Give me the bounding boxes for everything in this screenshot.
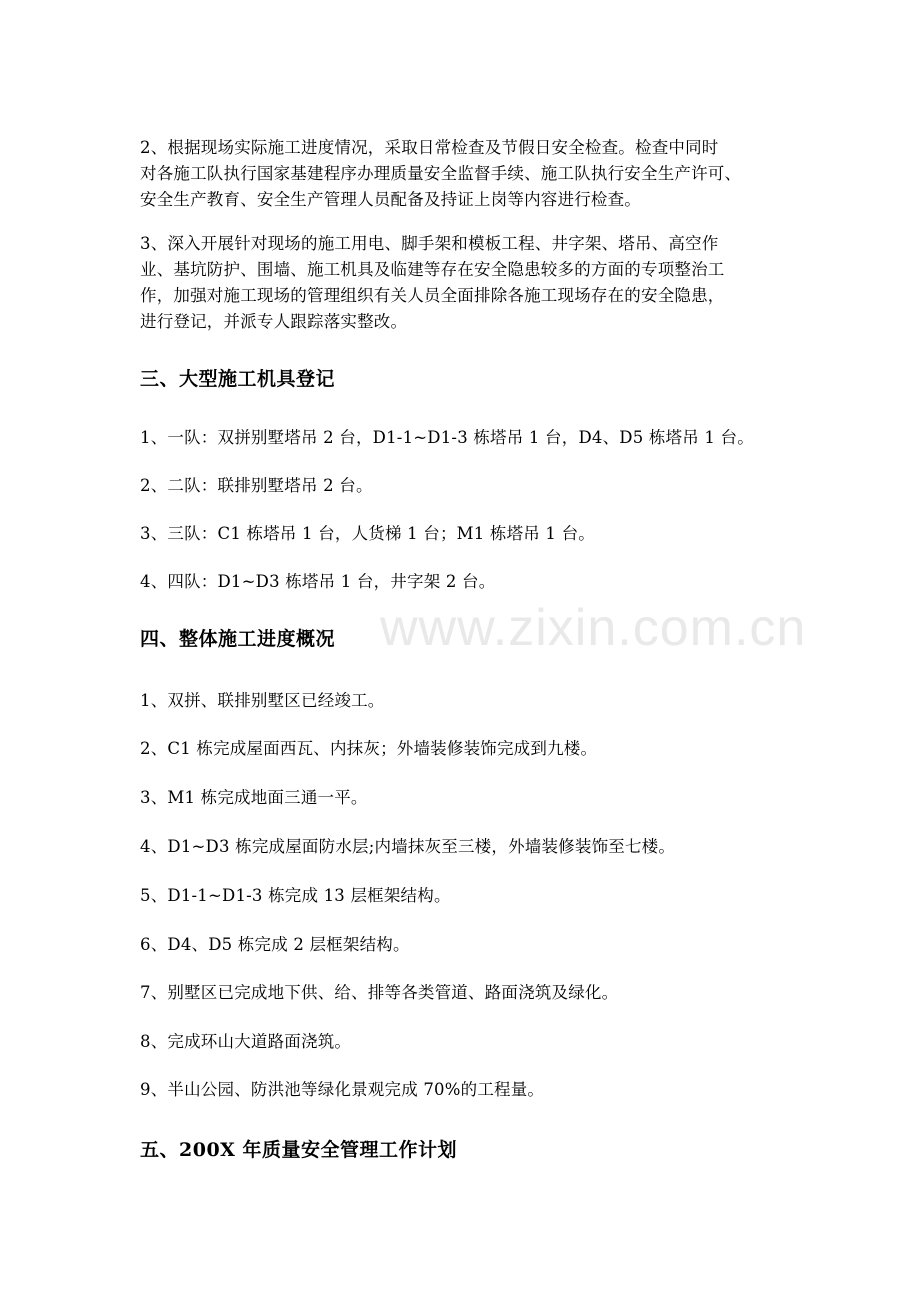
paragraph-line: 安全生产教育、安全生产管理人员配备及持证上岗等内容进行检查。 (140, 190, 641, 209)
section-heading-machinery: 三、大型施工机具登记 (140, 368, 336, 390)
list-item: 4、四队：D1~D3 栋塔吊 1 台，井字架 2 台。 (140, 572, 496, 591)
paragraph-line: 作，加强对施工现场的管理组织有关人员全面排除各施工现场存在的安全隐患， (140, 286, 725, 305)
section-heading-progress: 四、整体施工进度概况 (140, 628, 336, 650)
list-item: 7、别墅区已完成地下供、给、排等各类管道、路面浇筑及绿化。 (140, 983, 619, 1002)
list-item: 2、二队：联排别墅塔吊 2 台。 (140, 476, 373, 495)
paragraph-line: 3、深入开展针对现场的施工用电、脚手架和模板工程、井字架、塔吊、高空作 (140, 234, 719, 253)
paragraph-special-rectification (140, 231, 800, 335)
watermark: www.zixin.com.cn (380, 599, 807, 657)
list-item: 4、D1~D3 栋完成屋面防水层;内墙抹灰至三楼，外墙装修装饰至七楼。 (140, 837, 676, 856)
list-item: 5、D1-1~D1-3 栋完成 13 层框架结构。 (140, 886, 451, 905)
paragraph-line: 进行登记，并派专人跟踪落实整改。 (140, 312, 408, 331)
paragraph-line: 业、基坑防护、围墙、施工机具及临建等存在安全隐患较多的方面的专项整治工 (140, 260, 725, 279)
paragraph-line: 对各施工队执行国家基建程序办理质量安全监督手续、施工队执行安全生产许可、 (140, 164, 742, 183)
list-item: 6、D4、D5 栋完成 2 层框架结构。 (140, 935, 410, 954)
list-item: 1、双拼、联排别墅区已经竣工。 (140, 691, 385, 710)
list-item: 3、M1 栋完成地面三通一平。 (140, 788, 368, 807)
paragraph-line: 2、根据现场实际施工进度情况，采取日常检查及节假日安全检查。检查中同时 (140, 138, 719, 157)
paragraph-inspection (140, 135, 800, 213)
list-item: 9、半山公园、防洪池等绿化景观完成 70%的工程量。 (140, 1080, 545, 1099)
list-item: 2、C1 栋完成屋面西瓦、内抹灰；外墙装修装饰完成到九楼。 (140, 739, 598, 758)
list-item: 1、一队：双拼别墅塔吊 2 台，D1-1~D1-3 栋塔吊 1 台，D4、D5 栋塔吊 1 台。 (140, 428, 754, 447)
list-item: 3、三队：C1 栋塔吊 1 台，人货梯 1 台；M1 栋塔吊 1 台。 (140, 524, 595, 543)
list-item: 8、完成环山大道路面浇筑。 (140, 1032, 352, 1051)
section-heading-plan: 五、200X 年质量安全管理工作计划 (140, 1139, 458, 1161)
